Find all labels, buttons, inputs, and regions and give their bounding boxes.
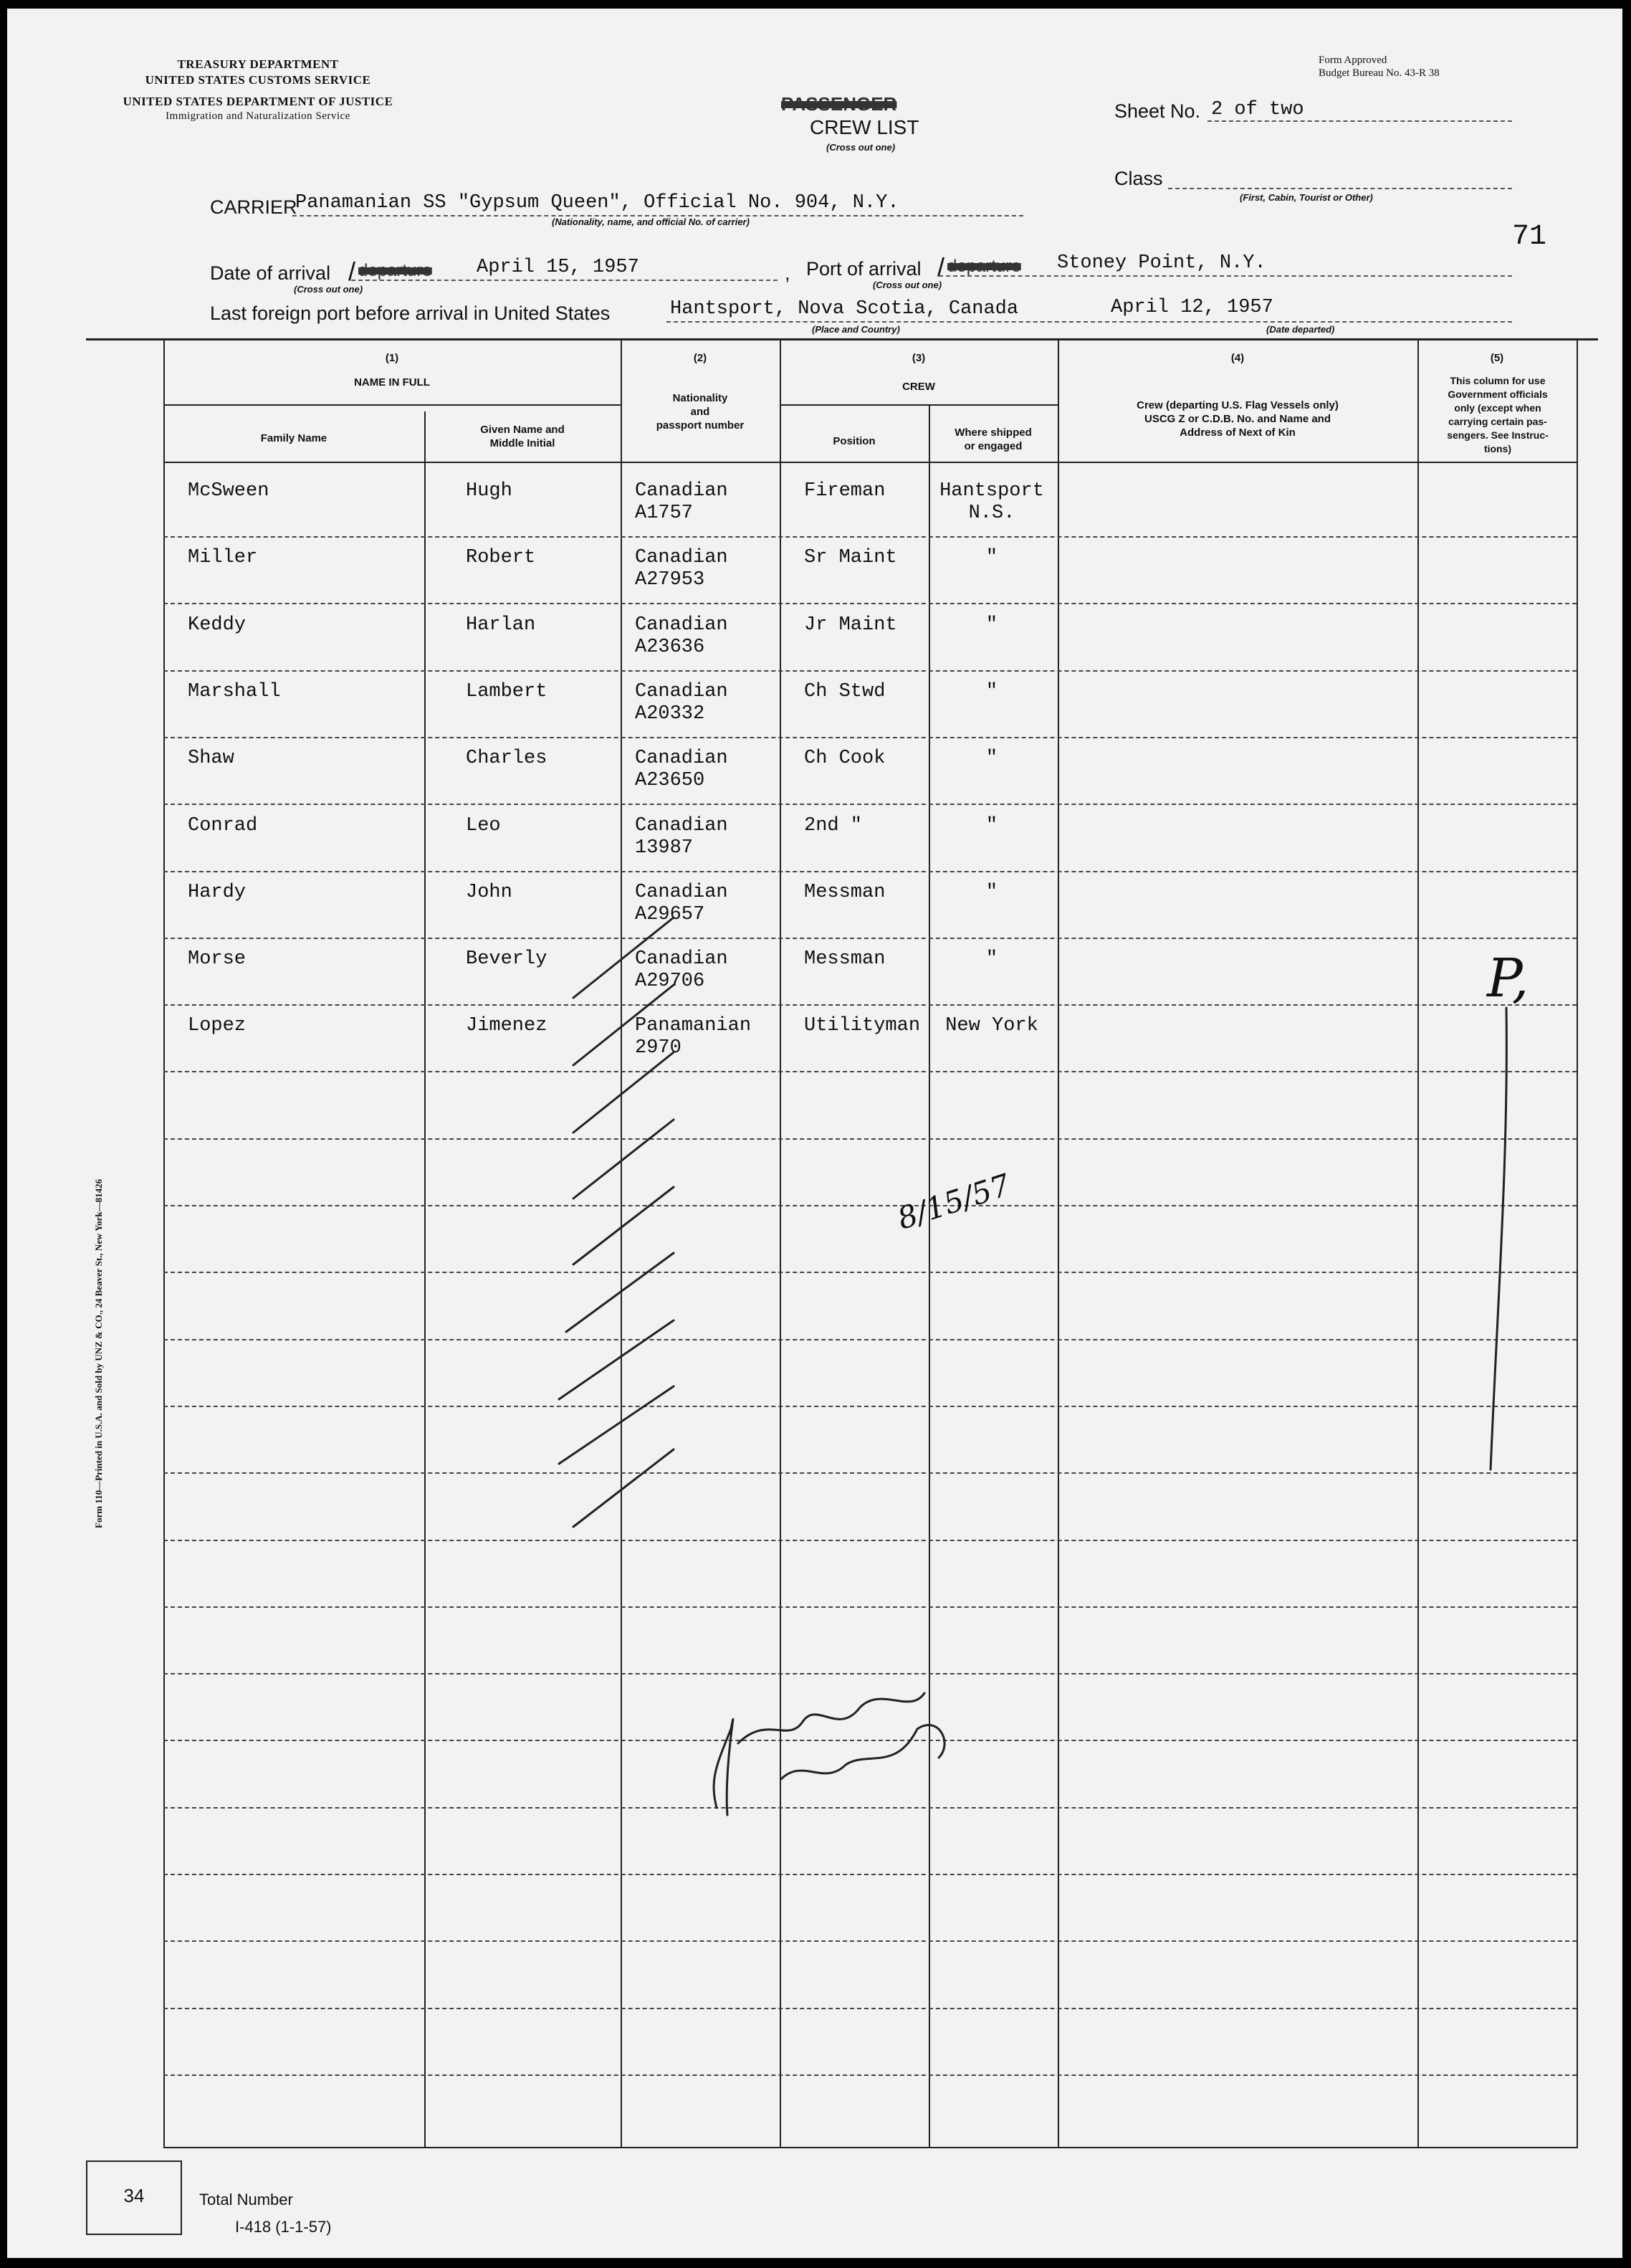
col5-mark: P, — [1487, 948, 1529, 1009]
cell-family-text: Lopez — [188, 1015, 247, 1037]
printer-note: Form 110—Printed in U.S.A. and Sold by UNZ & CO., 24 Beaver St., New York—81426 — [93, 1178, 104, 1528]
cell-family-text: Miller — [188, 547, 258, 569]
cell-passport-text: A29706 — [635, 971, 705, 993]
date-struck: departure — [358, 261, 432, 280]
cell-nat-text: Canadian — [635, 680, 728, 702]
cell-shipped-text: " — [985, 547, 998, 569]
cell-position-text: Sr Maint — [804, 547, 897, 569]
cell-shipped2-text: N.S. — [968, 502, 1015, 524]
check-mark — [573, 918, 674, 998]
cell-nat-text: Canadian — [635, 547, 728, 569]
agency-line-1: TREASURY DEPARTMENT — [177, 57, 339, 71]
cell-given-text: Charles — [466, 748, 547, 770]
cell-passport-text: A20332 — [635, 702, 705, 725]
total-value: 34 — [123, 2185, 145, 2206]
form-approved: Form Approved — [1319, 54, 1387, 66]
cell-shipped-text: Hantsport — [939, 480, 1044, 502]
cell-given-text: Leo — [466, 814, 501, 837]
cell-nat-text: Canadian — [635, 948, 728, 971]
form-code: I-418 (1-1-57) — [235, 2218, 332, 2236]
cell-shipped-text: " — [985, 948, 998, 971]
budget-bureau: Budget Bureau No. 43-R 38 — [1319, 67, 1440, 79]
title-note: (Cross out one) — [826, 142, 896, 153]
cell-given-text: Jimenez — [466, 1015, 547, 1037]
total-label: Total Number — [199, 2191, 293, 2209]
cell-position-text: Messman — [804, 881, 886, 903]
col-official-use: This column for use Government officials only (except when carrying certain pas- sengers. See Instruc- tions) — [1447, 375, 1549, 454]
carrier-label: CARRIER — [210, 196, 297, 218]
cell-position-text: Fireman — [804, 480, 886, 502]
cell-shipped-text: " — [985, 680, 998, 702]
check-mark — [573, 1187, 674, 1264]
cell-family-text: McSween — [188, 480, 269, 502]
cell-shipped-text: " — [985, 881, 998, 903]
sheet-value: 2 of two — [1211, 99, 1304, 120]
col3-title: CREW — [902, 381, 935, 393]
handwriting-overlay — [7, 9, 1622, 2258]
carrier-note: (Nationality, name, and official No. of carrier) — [552, 216, 750, 227]
check-mark — [573, 1120, 674, 1199]
page-number: 71 — [1512, 221, 1547, 253]
check-mark — [559, 1386, 674, 1464]
col3-number: (3) — [912, 352, 926, 364]
date-stamp: 8/15/57 — [893, 1167, 1015, 1237]
cell-nat-text: Panamanian — [635, 1015, 752, 1037]
check-mark — [573, 985, 674, 1065]
date-label: Date of arrival — [210, 262, 331, 284]
agency-line-4: Immigration and Naturalization Service — [166, 110, 350, 122]
struck-title: PASSENGER — [781, 93, 897, 115]
cell-given-text: Lambert — [466, 680, 547, 702]
signature — [781, 1725, 944, 1779]
col-nationality: Nationality and passport number — [656, 392, 745, 432]
cell-given-text: John — [466, 881, 512, 903]
cell-passport-text: A29657 — [635, 903, 705, 925]
cell-nat-text: Canadian — [635, 748, 728, 770]
last-port-value: Hantsport, Nova Scotia, Canada — [670, 298, 1019, 320]
cell-family-text: Morse — [188, 948, 247, 971]
departed-note: (Date departed) — [1266, 324, 1335, 335]
port-note: (Cross out one) — [873, 280, 942, 290]
cell-family-text: Marshall — [188, 680, 281, 702]
cell-position-text: Utilityman — [804, 1015, 921, 1037]
cell-position-text: Ch Stwd — [804, 680, 886, 702]
cell-nat-text: Canadian — [635, 881, 728, 903]
check-mark — [573, 1052, 674, 1133]
cell-position-text: Jr Maint — [804, 614, 897, 636]
cell-given-text: Beverly — [466, 948, 547, 971]
cell-family-text: Keddy — [188, 614, 247, 636]
col4-number: (4) — [1230, 352, 1245, 364]
cell-passport-text: A27953 — [635, 569, 705, 591]
sheet-label: Sheet No. — [1114, 100, 1201, 122]
col5-number: (5) — [1490, 352, 1504, 364]
cell-passport-text: 13987 — [635, 837, 694, 859]
col-given-name: Given Name and Middle Initial — [480, 424, 565, 449]
date-value: April 15, 1957 — [477, 257, 639, 278]
carrier-value: Panamanian SS "Gypsum Queen", Official No. 904, N.Y. — [295, 192, 899, 214]
check-mark — [566, 1253, 674, 1332]
port-struck: departure — [947, 257, 1021, 276]
cell-position-text: Ch Cook — [804, 748, 886, 770]
cell-family-text: Hardy — [188, 881, 247, 903]
last-port-label: Last foreign port before arrival in United States — [210, 302, 611, 324]
cell-shipped-text: " — [985, 748, 998, 770]
cell-position-text: Messman — [804, 948, 886, 971]
cell-family-text: Shaw — [188, 748, 234, 770]
cell-given-text: Harlan — [466, 614, 536, 636]
class-label: Class — [1114, 168, 1163, 189]
cell-passport-text: A23636 — [635, 636, 705, 658]
cell-shipped-text: " — [985, 814, 998, 837]
cell-nat-text: Canadian — [635, 814, 728, 837]
class-note: (First, Cabin, Tourist or Other) — [1240, 192, 1373, 203]
col-where-shipped: Where shipped or engaged — [955, 427, 1032, 452]
agency-line-2: UNITED STATES CUSTOMS SERVICE — [145, 73, 371, 87]
cell-passport-text: 2970 — [635, 1037, 681, 1059]
col-position: Position — [833, 435, 876, 447]
check-mark — [573, 1449, 674, 1527]
date-note: (Cross out one) — [294, 284, 363, 295]
departed-value: April 12, 1957 — [1111, 297, 1273, 318]
cell-passport-text: A23650 — [635, 770, 705, 792]
tick-line — [1491, 1008, 1506, 1469]
cell-position-text: 2nd " — [804, 814, 863, 837]
port-label: Port of arrival — [806, 258, 922, 280]
cell-shipped-text: " — [985, 614, 998, 636]
cell-passport-text: A1757 — [635, 502, 694, 524]
cell-family-text: Conrad — [188, 814, 258, 837]
port-value: Stoney Point, N.Y. — [1057, 252, 1266, 274]
cell-nat-text: Canadian — [635, 614, 728, 636]
cell-given-text: Robert — [466, 547, 536, 569]
cell-shipped-text: New York — [945, 1015, 1038, 1037]
form-title: CREW LIST — [810, 116, 919, 138]
col1-title: NAME IN FULL — [354, 376, 430, 389]
check-mark — [559, 1320, 674, 1399]
last-port-note: (Place and Country) — [812, 324, 900, 335]
col-family-name: Family Name — [260, 432, 327, 444]
col1-number: (1) — [385, 352, 399, 364]
crew-list-form: TREASURY DEPARTMENT UNITED STATES CUSTOMS SERVICE UNITED STATES DEPARTMENT OF JUSTICE Immigration and Naturalization Service Form Approved Budget Bureau No. 43-R 38 PASSENGER CREW LIST (Cross out one) Sheet No. 2 of two Class (First, Cabin, Tourist or Other) 71 CARRIER Panamanian SS "Gypsum Queen", Official No. 904, N.Y. (Nationality, name, and official No. of carrier) Date of arrival / departure April 15, 1957 (Cross out one) , Port of arrival / departure Stoney Point, N.Y. (Cross out one) Last foreign port before arrival in United States Hantsport, Nova Scotia, Canada (Place and Country) April 12, 1957 (Date departed) (1) NAME IN FULL Family Name Given Name and Middle Initial (2) Nationality and passport number (3) CREW Position Where shipped or engaged (4) Crew (departing U.S. Flag Vessels only) USCG Z or C.D.B. No. and Name and Address of Next of Kin (5) This column for use Government officials only (except when carrying certain pas- sengers. See Instruc- tions) McSween Hugh Canadian A1757 Fireman Hantsport N.S. Miller Robert Canadian A27953 Sr Maint " Keddy Harlan Canadian A23636 Jr Maint " Marshall Lambert Canadian A20332 Ch Stwd " Shaw Charles Canadian A23650 Ch Cook " Conrad Leo Canadian 13987 2nd " " Hardy John Canadian A29657 Messman " Morse Beverly Canadian A29706 Messman " Lopez Jimenez Panamanian 2970 Utilityman New York P, 8/15/57 34 Total Number I-418 (1-1-57) Form 110—Printed in U.S.A. and Sold by UNZ & CO., 24 Beaver St., New York—81426 — [7, 9, 1622, 2258]
cell-given-text: Hugh — [466, 480, 512, 502]
col-next-of-kin: Crew (departing U.S. Flag Vessels only) USCG Z or C.D.B. No. and Name and Address of Next of Kin — [1137, 399, 1339, 439]
cell-nat-text: Canadian — [635, 480, 728, 502]
agency-line-3: UNITED STATES DEPARTMENT OF JUSTICE — [123, 95, 393, 108]
total-box — [86, 2160, 182, 2235]
col2-number: (2) — [693, 352, 707, 364]
